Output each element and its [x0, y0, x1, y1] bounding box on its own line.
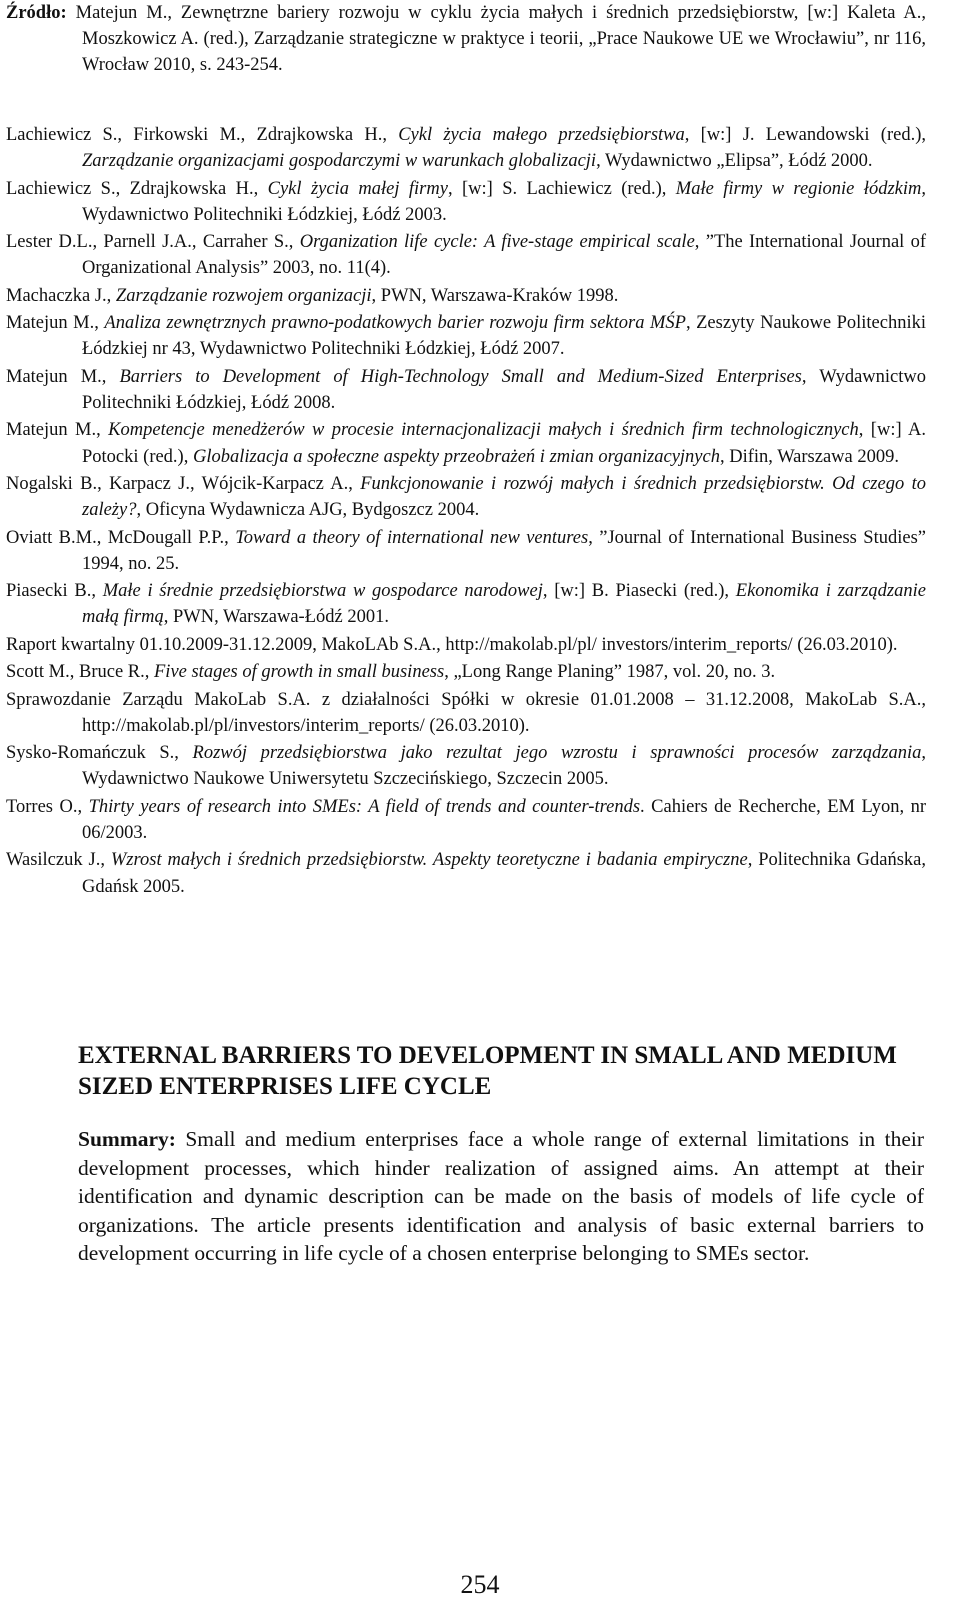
- reference-entry: [6, 632, 926, 658]
- reference-text: Oviatt B.M., McDougall P.P.,: [6, 527, 236, 548]
- reference-entry: [6, 578, 926, 630]
- reference-title: Zarządzanie rozwojem organizacji: [115, 285, 372, 306]
- reference-title: Organization life cycle: A five-stage empirical scale: [299, 232, 695, 253]
- reference-text: , [w:] S. Lachiewicz (red.),: [447, 178, 676, 199]
- reference-entry: [6, 364, 926, 416]
- reference-text: , Wydawnictwo Politechniki Łódzkiej, Łódź 2008.: [82, 366, 926, 413]
- reference-text: , Zeszyty Naukowe Politechniki Łódzkiej nr 43, Wydawnictwo Politechniki Łódzkiej, Łódź 2007.: [82, 313, 927, 360]
- reference-text: , Oficyna Wydawnicza AJG, Bydgoszcz 2004.: [136, 500, 480, 521]
- reference-text: Sprawozdanie Zarządu MakoLab S.A. z działalności Spółki w okresie 01.01.2008 – 31.12.2008, MakoLab S.A., http://makolab.pl/pl/investors/interim_reports/ (26.03.2010).: [6, 689, 926, 736]
- reference-entry: [6, 417, 926, 469]
- reference-text: Scott M., Bruce R.,: [6, 662, 154, 683]
- reference-text: , [w:] J. Lewandowski (red.),: [684, 125, 926, 145]
- reference-text: Wasilczuk J.,: [6, 850, 111, 871]
- source-label: Źródło:: [6, 3, 67, 23]
- reference-text: Torres O.,: [6, 796, 89, 817]
- reference-entry: [6, 794, 926, 846]
- reference-title: Małe firmy w regionie łódzkim: [675, 178, 922, 199]
- reference-entry: [6, 310, 926, 362]
- reference-text: Nogalski B., Karpacz J., Wójcik-Karpacz A.,: [6, 473, 361, 494]
- reference-title: Toward a theory of international new ventures: [235, 527, 589, 548]
- reference-text: , Difin, Warszawa 2009.: [719, 446, 899, 467]
- reference-text: , PWN, Warszawa-Kraków 1998.: [371, 285, 619, 306]
- reference-text: , Wydawnictwo „Elipsa”, Łódź 2000.: [596, 151, 873, 172]
- reference-entry: [6, 525, 926, 577]
- reference-title: Cykl życia małej firmy: [267, 178, 448, 199]
- source-note: [6, 0, 926, 78]
- reference-text: Machaczka J.,: [6, 285, 116, 306]
- summary-section: [78, 1040, 924, 1268]
- summary-text: Small and medium enterprises face a whole range of external limitations in their development processes, which hinder realization of assigned aims. An attempt at their identification and dynamic description can be made on the basis of models of life cycle of organizations. The article presents identification and analysis of basic external barriers to development occurring in life cycle of a chosen enterprise belonging to SMEs sector.: [78, 1127, 924, 1266]
- reference-title: Barriers to Development of High-Technology Small and Medium-Sized Enterprises: [119, 366, 802, 387]
- reference-text: Lachiewicz S., Firkowski M., Zdrajkowska H.,: [6, 125, 399, 145]
- reference-text: , Wydawnictwo Naukowe Uniwersytetu Szczecińskiego, Szczecin 2005.: [82, 743, 926, 790]
- reference-entry: [6, 847, 926, 899]
- reference-title: Five stages of growth in small business: [154, 662, 445, 683]
- summary-paragraph: [78, 1125, 924, 1268]
- reference-text: , [w:] B. Piasecki (red.),: [542, 581, 736, 602]
- reference-text: , „Long Range Planing” 1987, vol. 20, no. 3.: [444, 662, 776, 683]
- reference-title: Funkcjonowanie i rozwój małych i średnich przedsiębiorstw. Od czego to zależy?: [82, 473, 926, 521]
- reference-text: Matejun M.,: [6, 420, 109, 441]
- reference-text: . Cahiers de Recherche, EM Lyon, nr 06/2003.: [82, 796, 926, 843]
- reference-entry: [6, 659, 926, 685]
- bibliography-list: [6, 122, 926, 901]
- reference-entry: [6, 176, 926, 228]
- reference-entry: [6, 471, 926, 523]
- reference-text: Raport kwartalny 01.10.2009-31.12.2009, MakoLAb S.A., http://makolab.pl/pl/ investors/interim_reports/ (26.03.2010).: [6, 634, 898, 655]
- reference-title: Ekonomika i zarządzanie małą firmą: [82, 581, 926, 628]
- reference-text: , ”The International Journal of Organizational Analysis” 2003, no. 11(4).: [82, 232, 927, 279]
- reference-text: Sysko-Romańczuk S.,: [6, 743, 193, 764]
- reference-text: Matejun M.,: [6, 313, 105, 334]
- source-text: Matejun M., Zewnętrzne bariery rozwoju w cyklu życia małych i średnich przedsiębiorstw, [w:] Kaleta A., Moszkowicz A. (red.), Zarządzanie strategiczne w praktyce i teorii, „Prace Naukowe UE we Wrocławiu”, nr 116, Wrocław 2010, s. 243-254.: [66, 3, 926, 75]
- reference-text: , PWN, Warszawa-Łódź 2001.: [163, 607, 389, 628]
- reference-entry: [6, 229, 926, 281]
- reference-title: Analiza zewnętrznych prawno-podatkowych barier rozwoju firm sektora MŚP: [104, 313, 686, 334]
- reference-text: , Politechnika Gdańska, Gdańsk 2005.: [82, 850, 926, 897]
- reference-title: Thirty years of research into SMEs: A field of trends and counter-trends: [88, 796, 641, 817]
- reference-text: Lester D.L., Parnell J.A., Carraher S.,: [6, 232, 300, 253]
- english-title: EXTERNAL BARRIERS TO DEVELOPMENT IN SMALL AND MEDIUM SIZED ENTERPRISES LIFE CYCLE: [78, 1042, 897, 1100]
- reference-entry: [6, 740, 926, 792]
- reference-title: Globalizacja a społeczne aspekty przeobrażeń i zmian organizacyjnych: [192, 446, 720, 467]
- reference-text: , ”Journal of International Business Studies” 1994, no. 25.: [82, 527, 926, 574]
- reference-text: Lachiewicz S., Zdrajkowska H.,: [6, 178, 268, 199]
- reference-title: Kompetencje menedżerów w procesie internacjonalizacji małych i średnich firm technologicznych: [108, 420, 859, 441]
- reference-title: Cykl życia małego przedsiębiorstwa: [398, 125, 685, 145]
- reference-title: Małe i średnie przedsiębiorstwa w gospodarce narodowej: [102, 581, 543, 602]
- reference-text: , Wydawnictwo Politechniki Łódzkiej, Łódź 2003.: [82, 178, 926, 225]
- reference-entry: [6, 687, 926, 739]
- reference-entry: [6, 122, 926, 174]
- reference-text: Piasecki B.,: [6, 581, 103, 602]
- reference-text: , [w:] A. Potocki (red.),: [82, 420, 926, 467]
- reference-title: Zarządzanie organizacjami gospodarczymi w warunkach globalizacji: [82, 151, 597, 172]
- reference-title: Rozwój przedsiębiorstwa jako rezultat jego wzrostu i sprawności procesów zarządzania: [192, 743, 922, 764]
- reference-text: Matejun M.,: [6, 366, 120, 387]
- page-number: 254: [460, 1570, 500, 1599]
- reference-title: Wzrost małych i średnich przedsiębiorstw. Aspekty teoretyczne i badania empiryczne: [110, 850, 748, 871]
- reference-entry: [6, 283, 926, 309]
- summary-label: Summary:: [78, 1127, 176, 1151]
